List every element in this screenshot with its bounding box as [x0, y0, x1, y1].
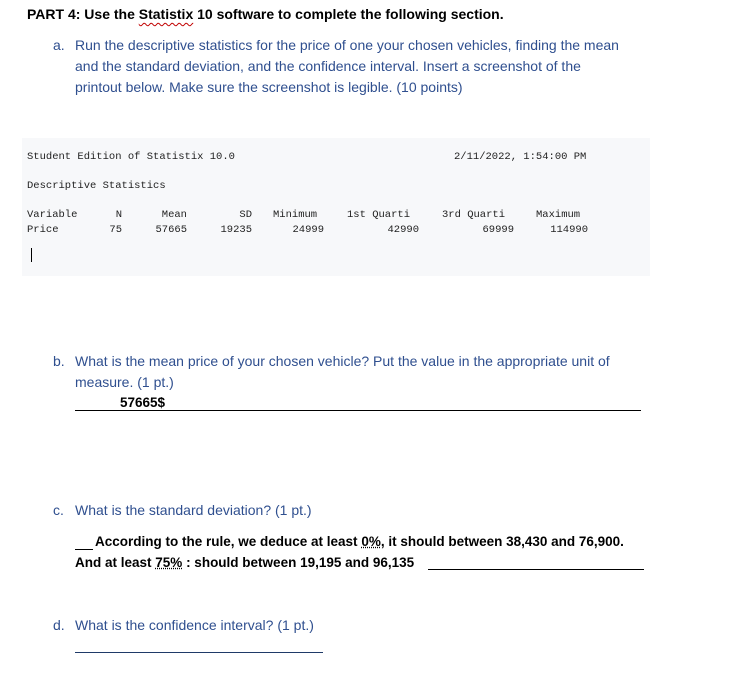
- answer-c-line2[interactable]: And at least 75% : should between 19,195 and 96,135: [75, 555, 415, 570]
- question-d-line1: What is the confidence interval? (1 pt.): [75, 617, 314, 633]
- header-mean: Mean: [161, 209, 187, 221]
- question-d-label: d.: [53, 617, 65, 633]
- question-a-line2: and the standard deviation, and the confidence interval. Insert a screenshot of the: [75, 58, 581, 74]
- answer-d-underline[interactable]: [75, 652, 323, 653]
- answer-c-pct-75: 75%: [155, 555, 183, 570]
- question-b-line2: measure. (1 pt.): [75, 374, 174, 390]
- answer-b[interactable]: 57665$: [120, 395, 166, 410]
- question-c-line1: What is the standard deviation? (1 pt.): [75, 502, 312, 518]
- answer-b-underline: [75, 410, 641, 411]
- row-n: 75: [109, 224, 122, 236]
- header-minimum: Minimum: [273, 209, 318, 221]
- header-1st-quartile: 1st Quarti: [347, 209, 411, 221]
- answer-c-lead-underline: [75, 549, 93, 550]
- answer-c-line1[interactable]: According to the rule, we deduce at least 0%, it should between 38,430 and 76,900.: [95, 534, 624, 549]
- question-a-line3: printout below. Make sure the screenshot is legible. (10 points): [75, 79, 463, 95]
- row-minimum: 24999: [292, 224, 324, 236]
- row-sd: 19235: [220, 224, 252, 236]
- printout-edition: Student Edition of Statistix 10.0: [27, 151, 235, 163]
- printout-section-title: Descriptive Statistics: [27, 180, 166, 192]
- statistix-link: Statistix: [138, 6, 194, 22]
- row-mean: 57665: [155, 224, 187, 236]
- answer-c-pct-0: 0%: [361, 534, 381, 549]
- page-title: PART 4: Use the Statistix 10 software to complete the following section.: [27, 6, 504, 22]
- question-c-label: c.: [53, 502, 64, 518]
- question-b-label: b.: [53, 353, 65, 369]
- answer-c-trail-underline: [428, 569, 644, 570]
- header-sd: SD: [239, 209, 252, 221]
- row-1st-quartile: 42990: [387, 224, 419, 236]
- question-a-label: a.: [53, 37, 65, 53]
- row-maximum: 114990: [550, 224, 588, 236]
- question-b-line1: What is the mean price of your chosen vehicle? Put the value in the appropriate unit of: [75, 353, 610, 369]
- row-3rd-quartile: 69999: [482, 224, 514, 236]
- printout-timestamp: 2/11/2022, 1:54:00 PM: [454, 151, 587, 163]
- header-maximum: Maximum: [536, 209, 581, 221]
- text-cursor: [31, 248, 32, 262]
- header-3rd-quartile: 3rd Quarti: [442, 209, 506, 221]
- header-n: N: [115, 209, 122, 221]
- question-a-line1: Run the descriptive statistics for the price of one your chosen vehicles, finding the mean: [75, 37, 619, 53]
- row-variable: Price: [27, 224, 59, 236]
- header-variable: Variable: [27, 209, 78, 221]
